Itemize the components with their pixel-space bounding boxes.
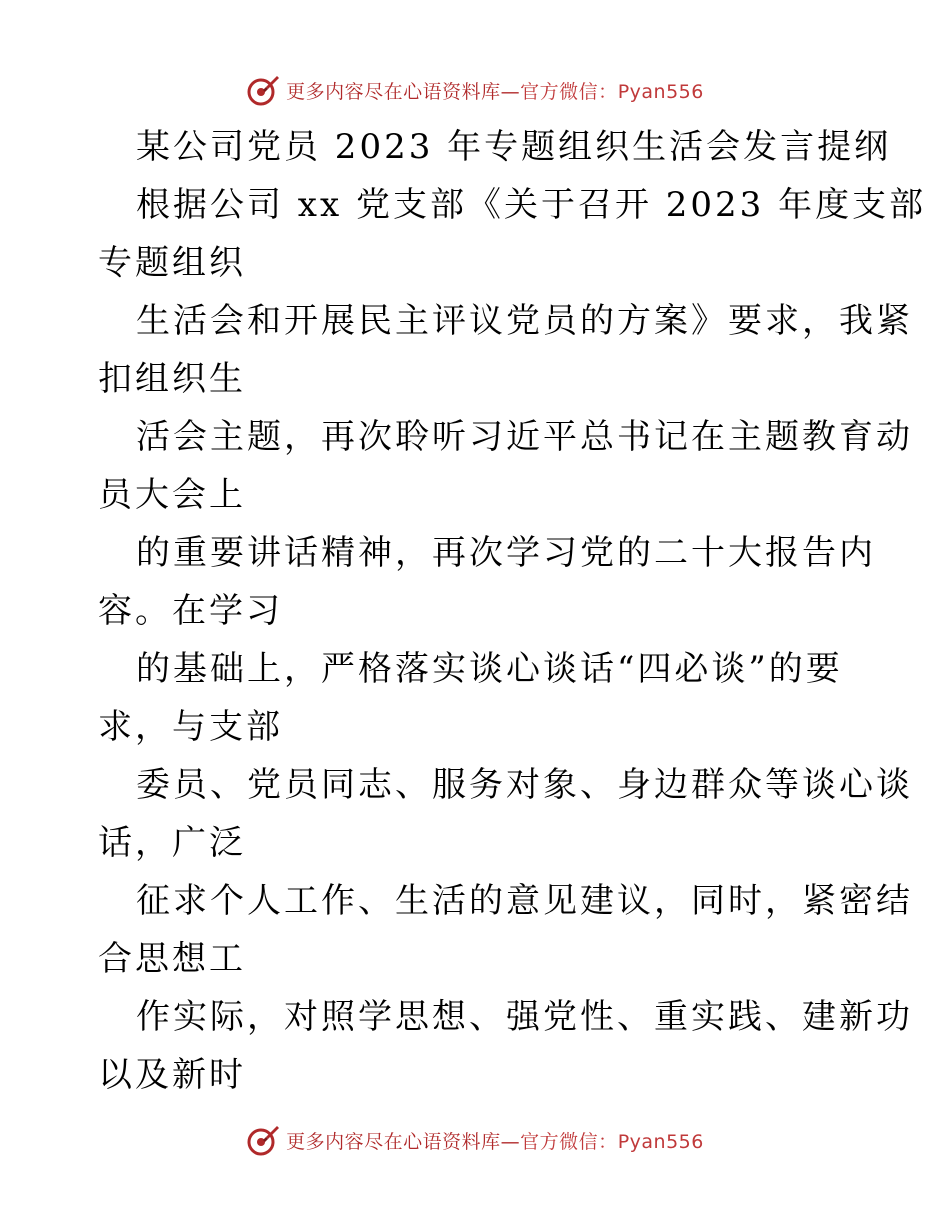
document-line: 以及新时 (98, 1055, 246, 1095)
watermark-dash: — (500, 80, 521, 103)
footer-watermark-banner (0, 1120, 950, 1160)
document-line: 专题组织 (98, 243, 246, 283)
document-line: 员大会上 (98, 475, 246, 515)
watermark-main-text: 更多内容尽在心语资料库 (286, 80, 501, 103)
watermark-text (286, 77, 704, 104)
document-line: 作实际，对照学思想、强党性、重实践、建新功 (136, 997, 913, 1037)
pen-circle-logo-icon (246, 73, 280, 107)
document-line: 容。在学习 (98, 591, 283, 631)
document-line: 的基础上，严格落实谈心谈话“四必谈”的要 (136, 649, 843, 689)
header-watermark-banner (0, 70, 950, 110)
document-line: 话，广泛 (98, 823, 246, 863)
document-line: 生活会和开展民主评议党员的方案》要求，我紧 (136, 301, 913, 341)
pen-circle-logo-icon (246, 1123, 280, 1157)
document-line: 的重要讲话精神，再次学习党的二十大报告内 (136, 533, 876, 573)
watermark-wechat-label: 官方微信： (520, 1130, 618, 1153)
document-title: 某公司党员 2023 年专题组织生活会发言提纲 (136, 127, 892, 167)
watermark-text (286, 1127, 704, 1154)
watermark-dash: — (500, 1130, 521, 1153)
document-line: 求，与支部 (98, 707, 283, 747)
document-line: 征求个人工作、生活的意见建议，同时，紧密结 (136, 881, 913, 921)
document-body (98, 118, 927, 1104)
watermark-main-text: 更多内容尽在心语资料库 (286, 1130, 501, 1153)
document-line: 活会主题，再次聆听习近平总书记在主题教育动 (136, 417, 913, 457)
watermark-wechat-id: Pyan556 (617, 1130, 704, 1153)
watermark-wechat-id: Pyan556 (617, 80, 704, 103)
document-line: 根据公司 xx 党支部《关于召开 2023 年度支部 (136, 185, 927, 225)
document-line: 合思想工 (98, 939, 246, 979)
document-line: 委员、党员同志、服务对象、身边群众等谈心谈 (136, 765, 913, 805)
watermark-wechat-label: 官方微信： (520, 80, 618, 103)
document-line: 扣组织生 (98, 359, 246, 399)
